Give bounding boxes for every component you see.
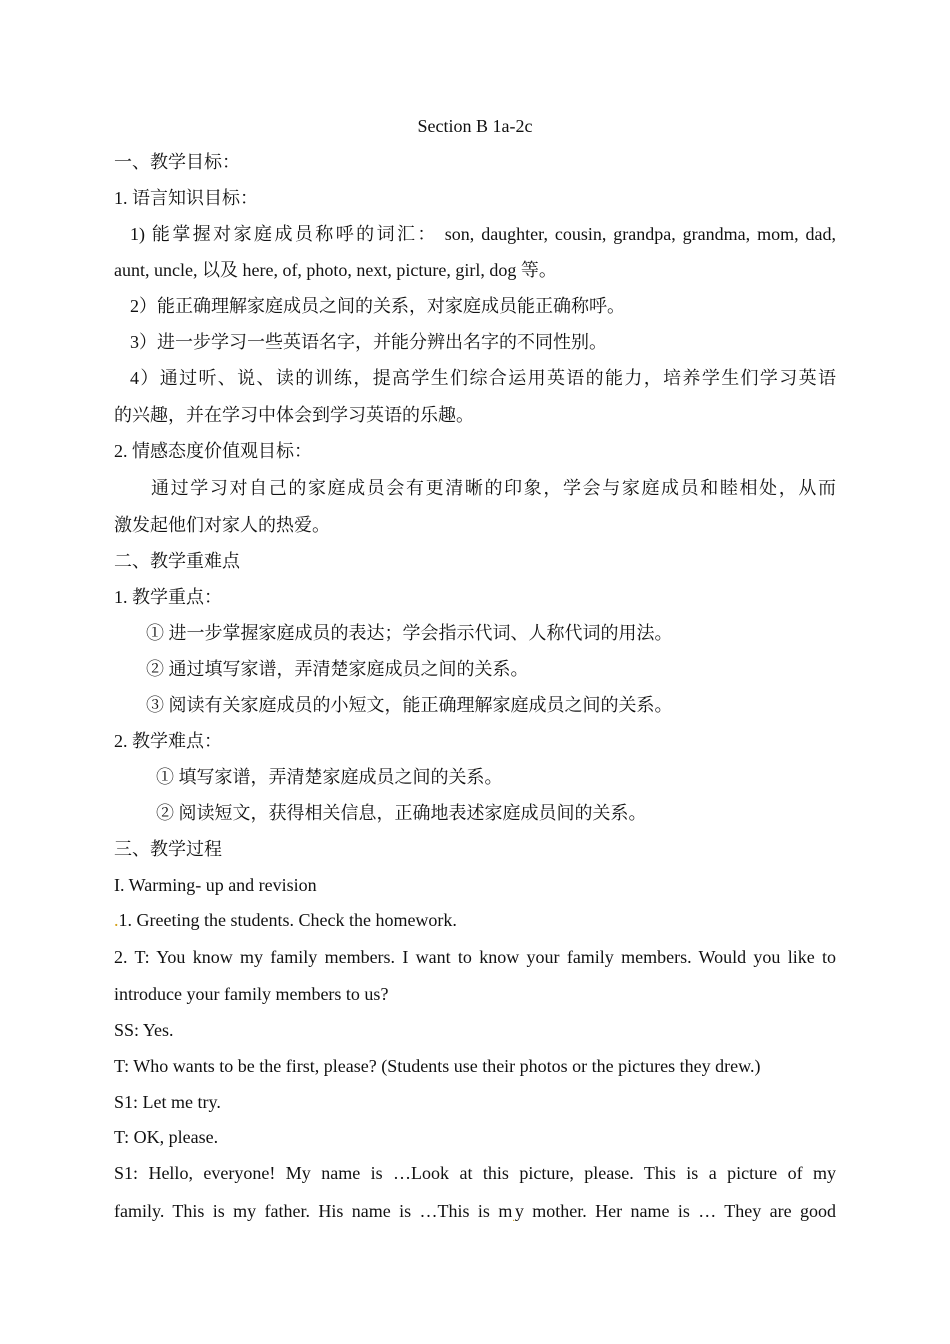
difficult-point-item-2: ② 阅读短文，获得相关信息，正确地表述家庭成员间的关系。 [156,803,647,823]
process-step-1 [114,908,836,932]
document-title: Section B 1a-2c [417,116,533,136]
objective-item-4: 4）通过听、说、读的训练，提高学生们综合运用英语的能力，培养学生们学习英语 [130,368,836,388]
objective-item-2: 2）能正确理解家庭成员之间的关系，对家庭成员能正确称呼。 [130,296,625,316]
dialogue-s1-let-me-try: S1: Let me try. [114,1092,221,1112]
section-heading-process: 三、教学过程 [114,839,222,859]
dialogue-t-ok-please: T: OK, please. [114,1127,219,1147]
process-step-1-text: 1. Greeting the students. Check the homework. [118,910,457,930]
inline-mark: . [512,1213,515,1224]
objective-item-3: 3）进一步学习一些英语名字，并能分辨出名字的不同性别。 [130,332,607,352]
dialogue-s1-part-a: family. This is my father. His name is …This is m [114,1201,513,1221]
dialogue-s1-part-b: y mother. Her name is … They are good [514,1201,836,1221]
subheading-key-points: 1. 教学重点： [114,587,222,607]
subheading-emotion-values: 2. 情感态度价值观目标： [114,441,312,461]
objective-item-1-continued: aunt, uncle, 以及 here, of, photo, next, picture, girl, dog 等。 [114,260,557,280]
key-point-item-1: ① 进一步掌握家庭成员的表达；学会指示代词、人称代词的用法。 [146,623,673,643]
process-step-2-continued: introduce your family members to us? [114,984,389,1004]
dialogue-ss-yes: SS: Yes. [114,1020,174,1040]
emotion-values-paragraph: 通过学习对自己的家庭成员会有更清晰的印象，学会与家庭成员和睦相处，从而 [151,478,836,498]
subheading-language-knowledge: 1. 语言知识目标： [114,188,258,208]
objective-item-1: 1) 能掌握对家庭成员称呼的词汇： son, daughter, cousin, grandpa, grandma, mom, dad, [130,224,836,244]
key-point-item-2: ② 通过填写家谱，弄清楚家庭成员之间的关系。 [146,659,529,679]
process-step-2: 2. T: You know my family members. I want to know your family members. Would you like to [114,947,836,967]
dialogue-s1-introduction: S1: Hello, everyone! My name is …Look at this picture, please. This is a picture of my [114,1163,836,1183]
margin-mark: . [114,910,119,930]
dialogue-s1-introduction-continued [114,1199,836,1231]
section-heading-key-points: 二、教学重难点 [114,551,240,571]
dialogue-t-who-first: T: Who wants to be the first, please? (Students use their photos or the pictures they drew.) [114,1056,761,1076]
key-point-item-3: ③ 阅读有关家庭成员的小短文，能正确理解家庭成员之间的关系。 [146,695,673,715]
process-step-warming-up: I. Warming- up and revision [114,875,317,895]
difficult-point-item-1: ① 填写家谱，弄清楚家庭成员之间的关系。 [156,767,503,787]
subheading-difficult-points: 2. 教学难点： [114,731,222,751]
emotion-values-paragraph-continued: 激发起他们对家人的热爱。 [114,515,330,535]
section-heading-objectives: 一、教学目标： [114,152,240,172]
objective-item-4-continued: 的兴趣，并在学习中体会到学习英语的乐趣。 [114,405,474,425]
